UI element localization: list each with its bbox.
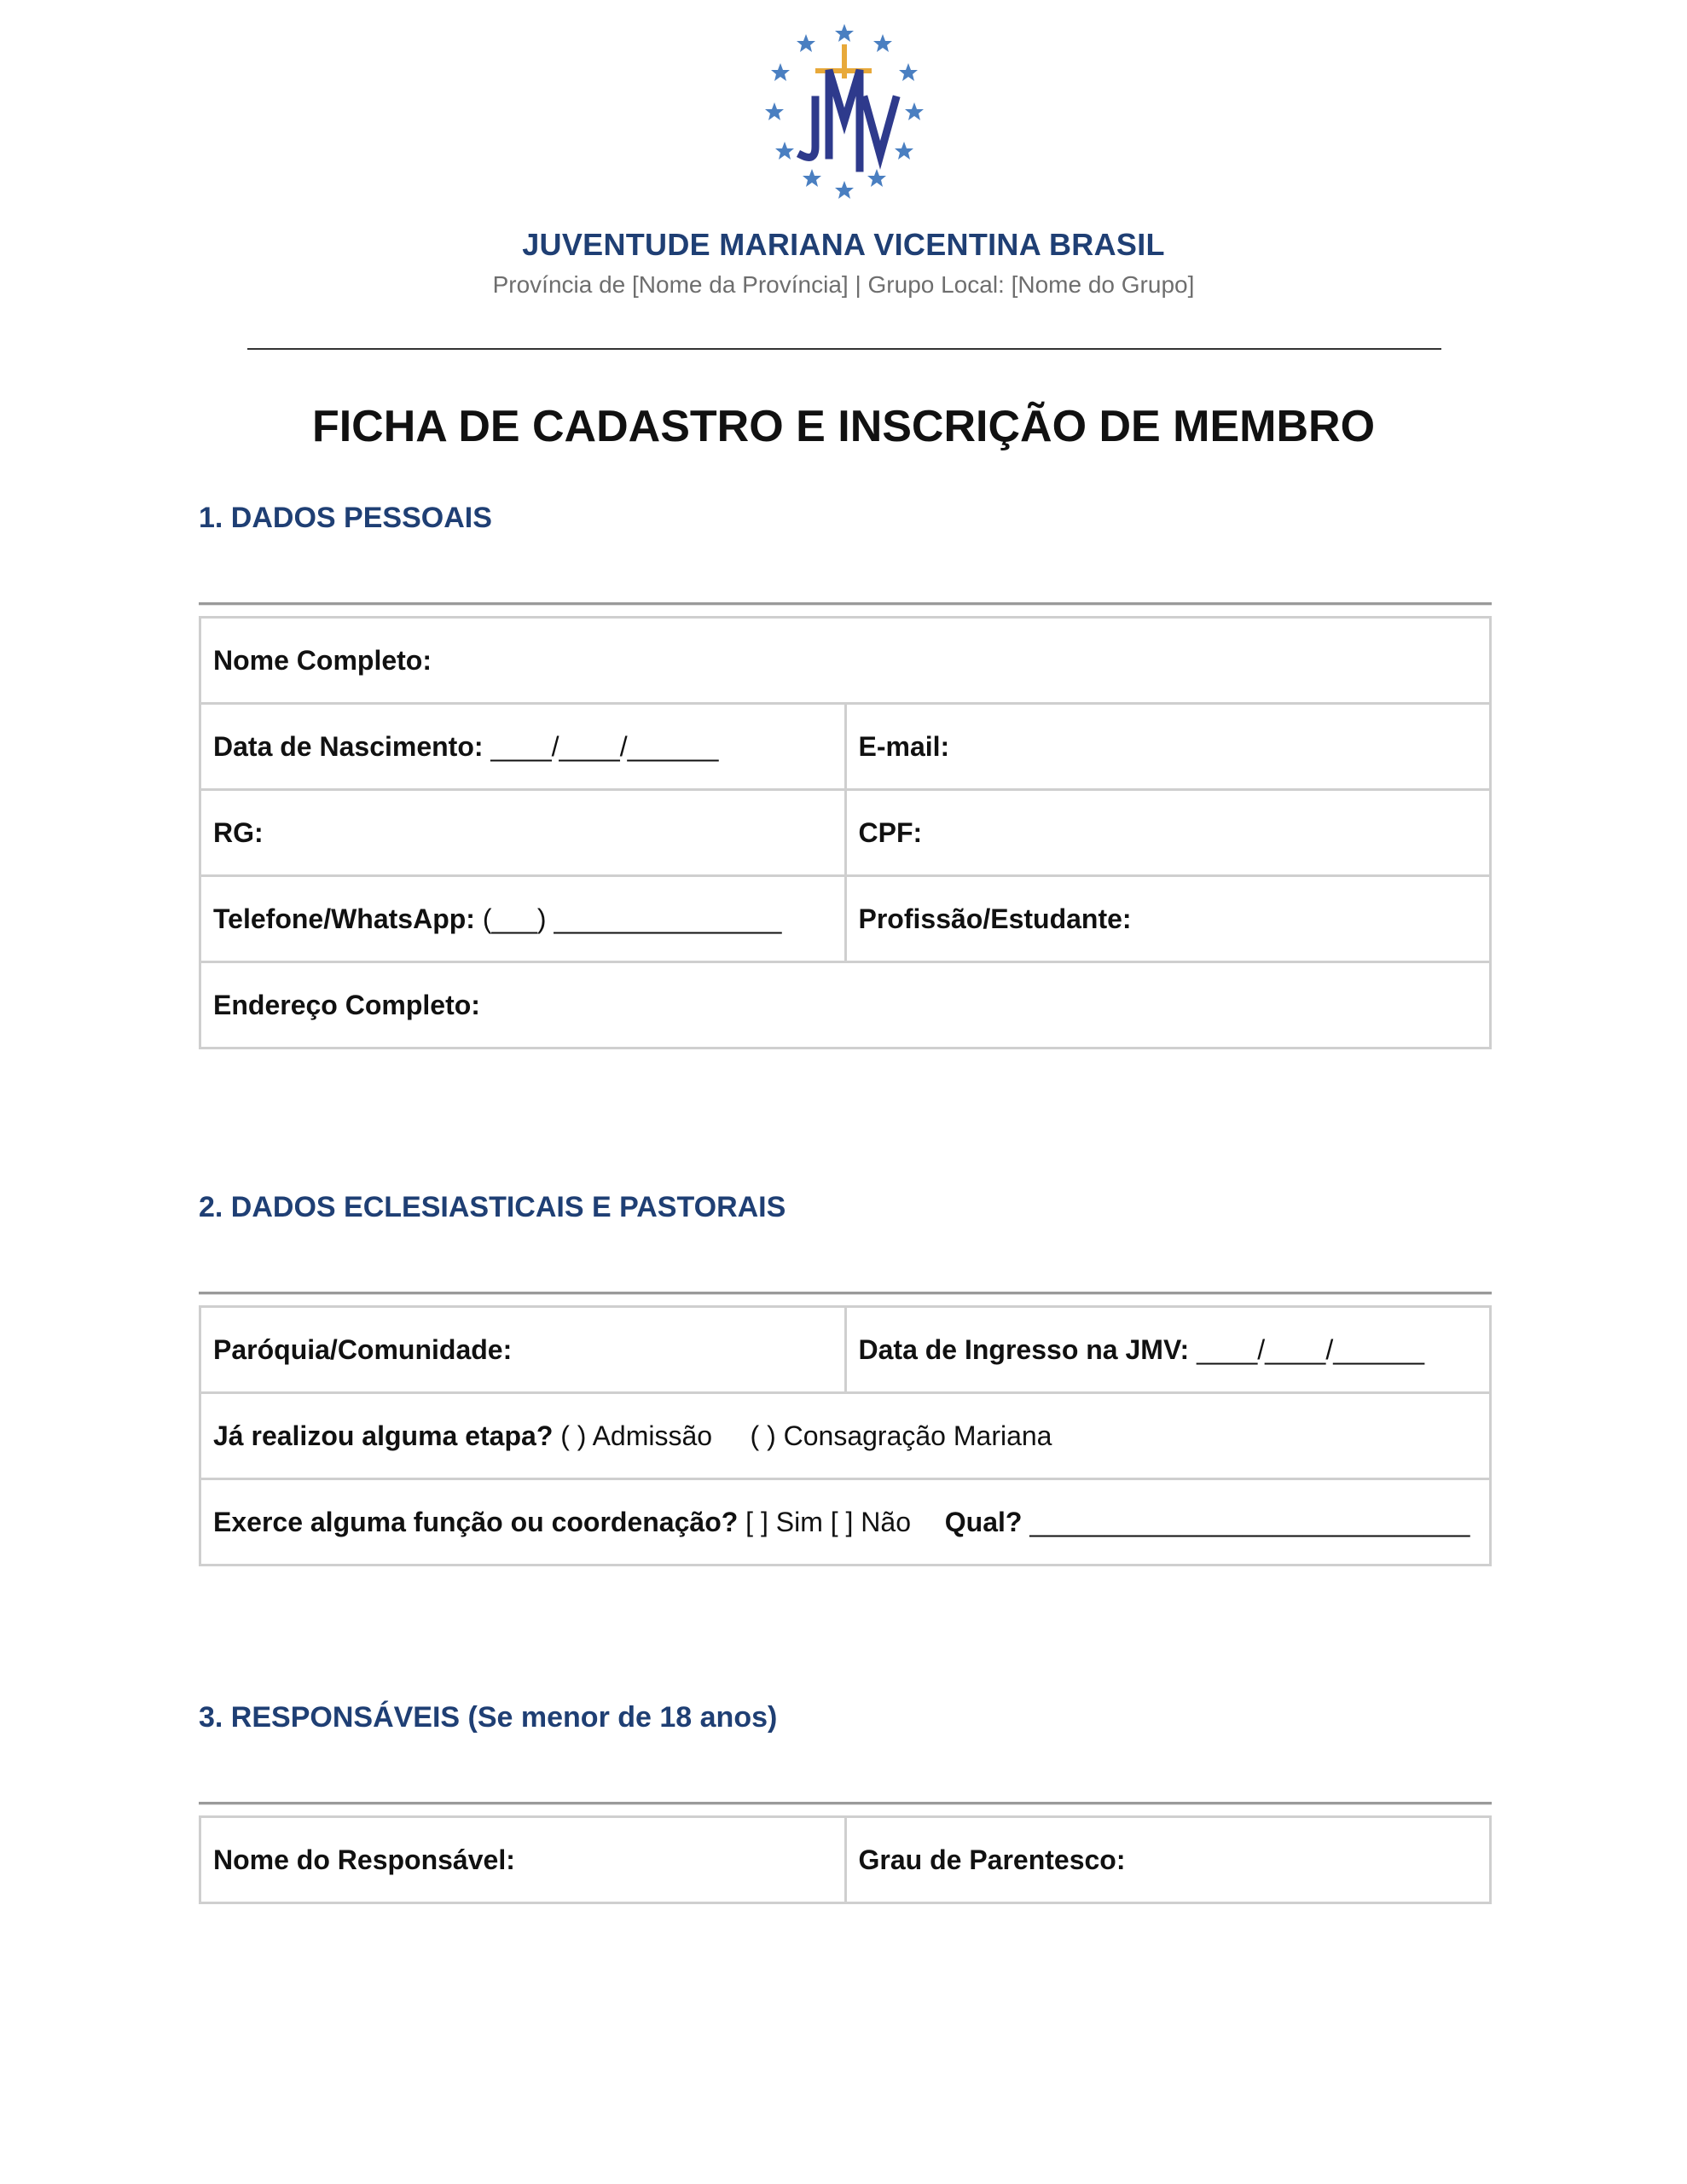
section-divider — [199, 1802, 1492, 1805]
full-name-field[interactable] — [200, 618, 1491, 704]
church-data-table — [199, 1305, 1492, 1566]
jmv-logo — [759, 19, 930, 206]
stage-options[interactable]: ( ) Admissão ( ) Consagração Mariana — [560, 1420, 1052, 1451]
table-row — [200, 618, 1491, 704]
table-row — [200, 1817, 1491, 1903]
role-label: Exerce alguma função ou coordenação? — [213, 1506, 739, 1537]
role-options[interactable]: [ ] Sim [ ] Não — [745, 1506, 911, 1537]
section-title-responsaveis: 3. RESPONSÁVEIS (Se menor de 18 anos) — [199, 1701, 778, 1734]
rg-label: RG: — [213, 816, 264, 848]
role-which-blank: _____________________________ — [1029, 1506, 1470, 1537]
guardian-name-field[interactable] — [200, 1817, 846, 1903]
stage-label: Já realizou alguma etapa? — [213, 1420, 554, 1451]
header-divider — [247, 348, 1441, 350]
profession-label: Profissão/Estudante: — [858, 903, 1132, 934]
stage-field[interactable] — [200, 1393, 1491, 1479]
phone-label: Telefone/WhatsApp: — [213, 903, 475, 934]
table-row — [200, 876, 1491, 962]
cpf-label: CPF: — [858, 816, 923, 848]
join-date-field[interactable] — [845, 1307, 1491, 1393]
birth-date-blank: ____/____/______ — [490, 730, 719, 762]
parish-label: Paróquia/Comunidade: — [213, 1333, 513, 1365]
guardian-table — [199, 1815, 1492, 1904]
organization-subtitle: Província de [Nome da Província] | Grupo Local: [Nome do Grupo] — [492, 271, 1195, 298]
role-field[interactable] — [200, 1479, 1491, 1565]
table-row — [200, 962, 1491, 1048]
birth-date-field[interactable] — [200, 704, 846, 790]
table-row — [200, 704, 1491, 790]
jmv-letters-icon — [802, 70, 896, 168]
kinship-label: Grau de Parentesco: — [858, 1844, 1126, 1875]
email-label: E-mail: — [858, 730, 950, 762]
organization-name: JUVENTUDE MARIANA VICENTINA BRASIL — [522, 227, 1165, 262]
section-divider — [199, 1292, 1492, 1295]
join-date-blank: ____/____/______ — [1197, 1333, 1424, 1365]
profession-field[interactable] — [845, 876, 1491, 962]
personal-data-table — [199, 616, 1492, 1049]
email-field[interactable] — [845, 704, 1491, 790]
full-name-label: Nome Completo: — [213, 644, 432, 676]
kinship-field[interactable] — [845, 1817, 1491, 1903]
section-title-dados-eclesiasticais: 2. DADOS ECLESIASTICAIS E PASTORAIS — [199, 1191, 786, 1223]
table-row — [200, 790, 1491, 876]
phone-blank: (___) _______________ — [482, 903, 782, 934]
birth-date-label: Data de Nascimento: — [213, 730, 484, 762]
section-divider — [199, 602, 1492, 606]
address-field[interactable] — [200, 962, 1491, 1048]
document-title: FICHA DE CADASTRO E INSCRIÇÃO DE MEMBRO — [311, 402, 1376, 451]
role-which-label: Qual? — [944, 1506, 1023, 1537]
table-row — [200, 1393, 1491, 1479]
join-date-label: Data de Ingresso na JMV: — [858, 1333, 1190, 1365]
phone-field[interactable] — [200, 876, 846, 962]
guardian-name-label: Nome do Responsável: — [213, 1844, 515, 1875]
address-label: Endereço Completo: — [213, 989, 480, 1020]
table-row — [200, 1479, 1491, 1565]
table-row — [200, 1307, 1491, 1393]
cpf-field[interactable] — [845, 790, 1491, 876]
section-title-dados-pessoais: 1. DADOS PESSOAIS — [199, 502, 492, 534]
parish-field[interactable] — [200, 1307, 846, 1393]
rg-field[interactable] — [200, 790, 846, 876]
